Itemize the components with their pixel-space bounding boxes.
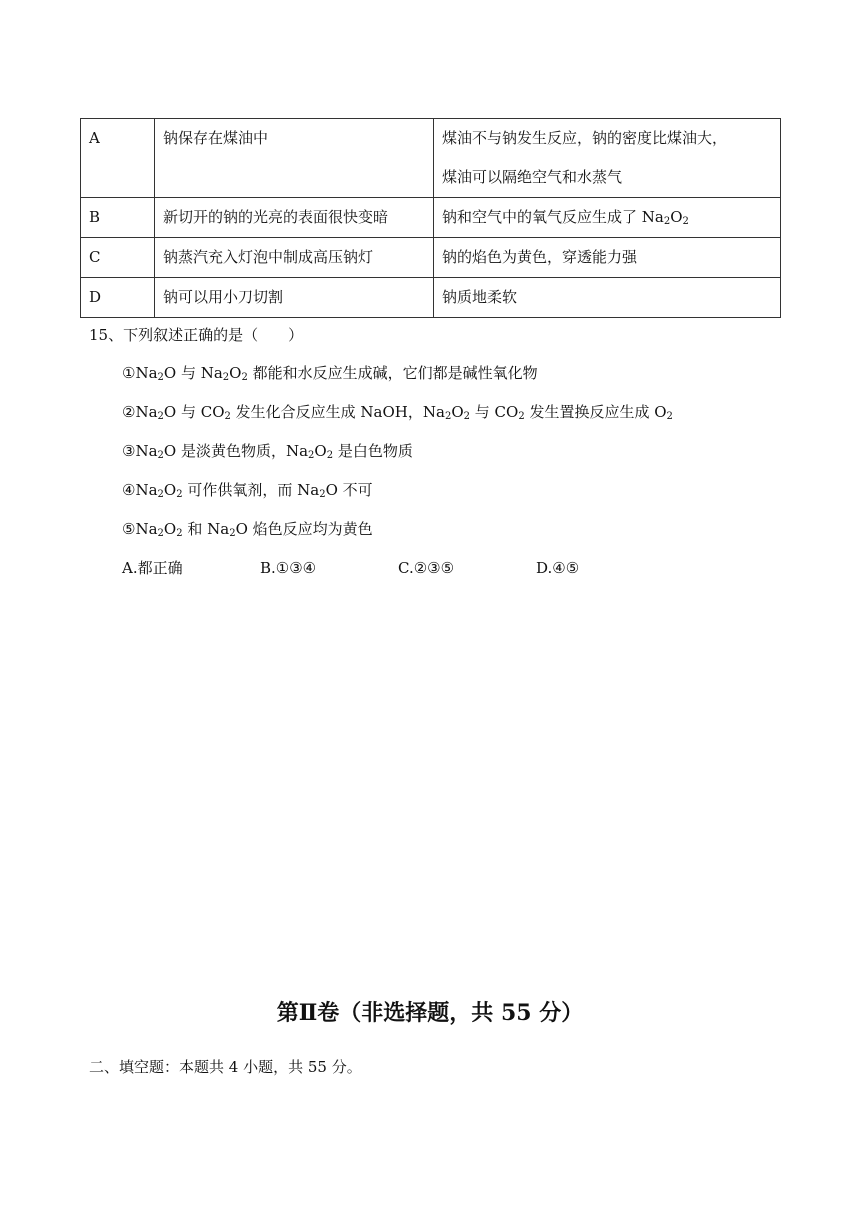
statement-4: $④Na_2O_2$ 可作供氧剂，而 $Na_2O$ 不可 [122,481,373,500]
statement-5: $⑤Na_2O_2$ 和 $Na_2O$ 焰色反应均为黄色 [122,520,373,539]
option-reason: 钠和空气中的氧气反应生成了 $Na_2O_2$ [434,198,781,238]
option-label: D [81,278,155,318]
option-reason: 钠质地柔软 [434,278,781,318]
option-label: A [81,119,155,198]
options-table [80,118,781,318]
option-fact: 新切开的钠的光亮的表面很快变暗 [155,198,434,238]
option-label: C [81,238,155,278]
statement-1: $①Na_2O$ 与 $Na_2O_2$ 都能和水反应生成碱，它们都是碱性氧化物 [122,364,538,383]
table-row [81,238,781,278]
table-row [81,198,781,238]
choice-c: C.②③⑤ [398,559,455,577]
option-fact: 钠蒸汽充入灯泡中制成高压钠灯 [155,238,434,278]
choice-d: D.④⑤ [536,559,580,577]
option-fact: 钠可以用小刀切割 [155,278,434,318]
question-15-stem: 15、下列叙述正确的是（ ） [89,326,304,344]
choice-a: A.都正确 [122,559,183,577]
option-reason: 煤油不与钠发生反应，钠的密度比煤油大， 煤油可以隔绝空气和水蒸气 [434,119,781,198]
option-fact: 钠保存在煤油中 [155,119,434,198]
choice-b: B.①③④ [260,559,317,577]
table-row [81,119,781,198]
statement-2: $②Na_2O$ 与 $CO_2$ 发生化合反应生成 NaOH，$Na_2O_2$ 与 $CO_2$ 发生置换反应生成 $O_2$ [122,403,673,422]
table-row [81,278,781,318]
option-reason: 钠的焰色为黄色，穿透能力强 [434,238,781,278]
option-label: B [81,198,155,238]
section-title: 第Ⅱ卷（非选择题，共 55 分） [276,1000,584,1026]
statement-3: $③Na_2O$ 是淡黄色物质，$Na_2O_2$ 是白色物质 [122,442,413,461]
section-intro: 二、填空题：本题共 4 小题，共 55 分。 [89,1058,362,1076]
